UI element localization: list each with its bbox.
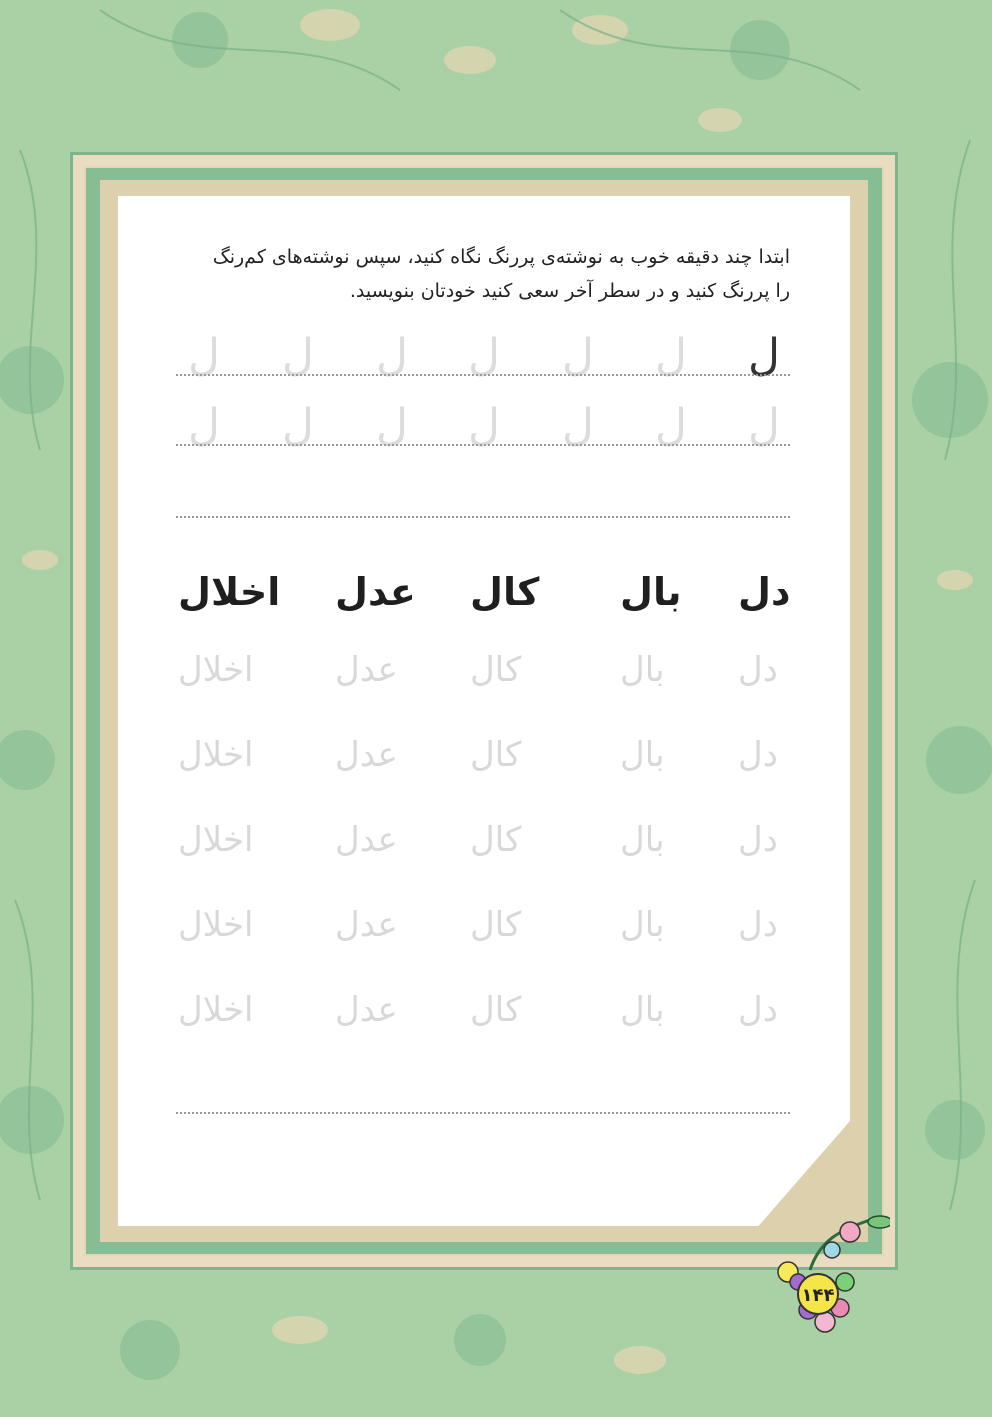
practice-word: دل	[738, 650, 778, 690]
practice-word: دل	[738, 735, 778, 775]
letter-glyph: ل	[376, 400, 408, 451]
practice-word: کال	[470, 905, 522, 945]
practice-word: کال	[470, 735, 522, 775]
letter-glyph: ل	[655, 400, 687, 451]
letter-glyph: ل	[468, 400, 500, 451]
practice-word: اخلال	[178, 905, 254, 945]
practice-word: عدل	[335, 990, 398, 1030]
practice-word: اخلال	[178, 820, 254, 860]
flower-page-badge	[770, 1210, 890, 1340]
letter-glyph: ل	[468, 330, 500, 381]
practice-word: بال	[620, 905, 665, 945]
writing-line	[176, 444, 790, 446]
page-number: ۱۴۴	[801, 1285, 835, 1306]
letter-glyph: ل	[376, 330, 408, 381]
practice-word: اخلال	[178, 650, 254, 690]
practice-word: اخلال	[178, 735, 254, 775]
letter-glyph: ل	[188, 400, 220, 451]
instruction-line-1: ابتدا چند دقیقه خوب به نوشته‌ی پررنگ نگاه کنید، سپس نوشته‌های کم‌رنگ	[212, 246, 790, 268]
practice-word: عدل	[335, 905, 398, 945]
practice-word: بال	[620, 820, 665, 860]
practice-word: اخلال	[178, 570, 281, 614]
practice-word: کال	[470, 570, 540, 614]
letter-glyph: ل	[562, 400, 594, 451]
practice-word: کال	[470, 650, 522, 690]
practice-word: دل	[738, 990, 778, 1030]
letter-glyph: ل	[562, 330, 594, 381]
practice-word: کال	[470, 990, 522, 1030]
instruction-line-2: را پررنگ کنید و در سطر آخر سعی کنید خودتان بنویسید.	[349, 280, 790, 302]
practice-word: عدل	[335, 820, 398, 860]
practice-word: اخلال	[178, 990, 254, 1030]
practice-word: بال	[620, 570, 682, 614]
writing-line	[176, 516, 790, 518]
practice-word: بال	[620, 650, 665, 690]
writing-line	[176, 1112, 790, 1114]
practice-word: دل	[738, 820, 778, 860]
practice-word: کال	[470, 820, 522, 860]
letter-glyph: ل	[282, 330, 314, 381]
letter-glyph: ل	[188, 330, 220, 381]
practice-word: بال	[620, 735, 665, 775]
practice-word: عدل	[335, 650, 398, 690]
practice-word: عدل	[335, 735, 398, 775]
instructions	[160, 240, 790, 308]
practice-word: دل	[738, 570, 791, 614]
practice-word: عدل	[335, 570, 416, 614]
writing-line	[176, 374, 790, 376]
letter-glyph: ل	[748, 330, 780, 381]
letter-glyph: ل	[748, 400, 780, 451]
practice-word: دل	[738, 905, 778, 945]
letter-glyph: ل	[282, 400, 314, 451]
practice-word: بال	[620, 990, 665, 1030]
letter-glyph: ل	[655, 330, 687, 381]
